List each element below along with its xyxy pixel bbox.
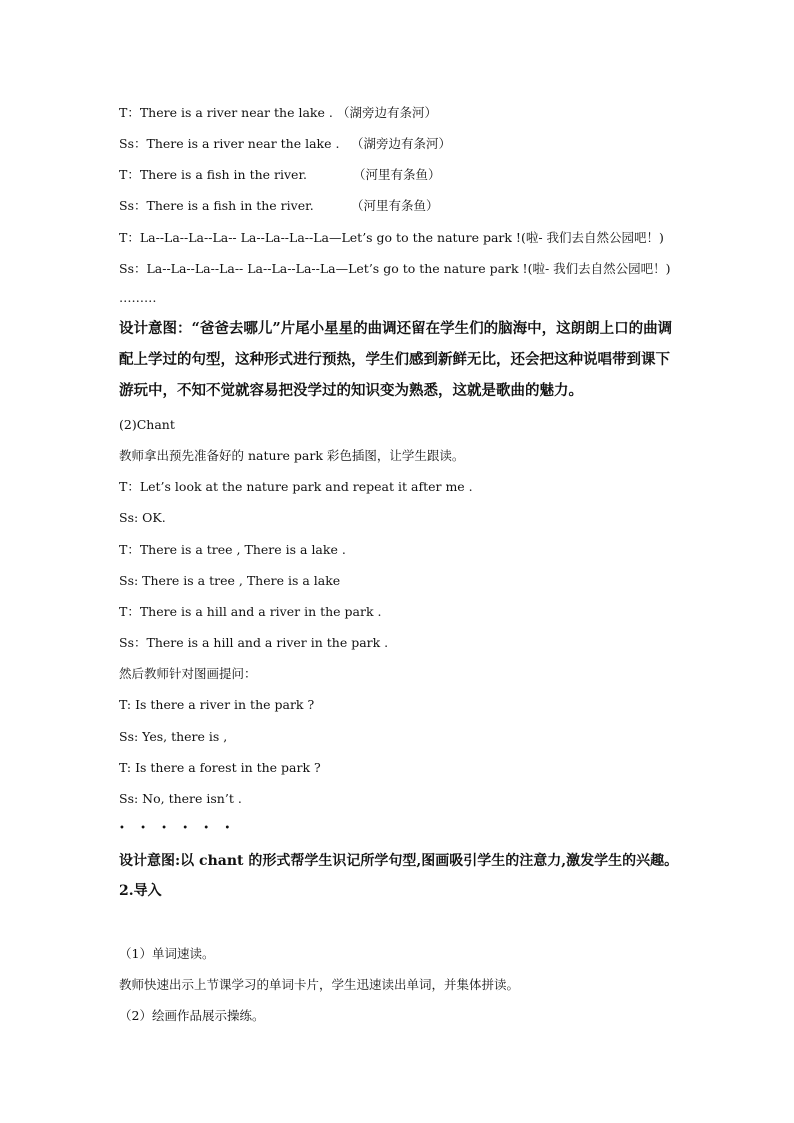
chant-intro: 教师拿出预先准备好的 nature park 彩色插图，让学生跟读。 xyxy=(119,448,465,463)
design-intent-2: 设计意图:以 chant 的形式帮学生识记所学句型,图画吸引学生的注意力,激发学生的兴趣。 xyxy=(119,853,679,869)
design-intent-paragraph: 设计意图：“爸爸去哪儿”片尾小星星的曲调还留在学生们的脑海中，这朗朗上口的曲调配上学过的句型，这种形式进行预热，学生们感到新鲜无比，还会把这种说唱带到课下游玩中，不知不觉就容易把没学过的知识变为熟悉，这就是歌曲的魅力。 xyxy=(119,320,673,399)
dialog-line: T：There is a river near the lake . （湖旁边有条河） xyxy=(119,105,438,120)
song-line-students: Ss：La--La--La--La-- La--La--La--La—Let’s go to the nature park !(啦- 我们去自然公园吧！) xyxy=(119,261,671,276)
dialog-line: Ss：There is a fish in the river. （河里有条鱼） xyxy=(119,198,439,213)
translation: （河里有条鱼） xyxy=(353,167,441,182)
question-intro: 然后教师针对图画提问： xyxy=(119,666,257,681)
dialog-line: T：There is a tree , There is a lake . xyxy=(119,542,346,557)
step-1-heading: （1）单词速读。 xyxy=(119,946,215,961)
song-line-teacher: T：La--La--La--La-- La--La--La--La—Let’s go to the nature park !(啦- 我们去自然公园吧！) xyxy=(119,230,664,245)
dialog-line: Ss：There is a hill and a river in the park . xyxy=(119,635,389,650)
dialog-line: T: Is there a forest in the park ? xyxy=(119,760,321,775)
section-heading-2: 2.导入 xyxy=(119,883,162,899)
section-heading-chant: (2)Chant xyxy=(119,417,175,432)
dialog-line: Ss: No, there isn’t . xyxy=(119,791,242,806)
ellipsis-dots: • • • • • • xyxy=(119,823,237,834)
step-1-description: 教师快速出示上节课学习的单词卡片，学生迅速读出单词，并集体拼读。 xyxy=(119,977,520,992)
ellipsis: ……… xyxy=(119,290,157,305)
dialog-line: Ss: There is a tree , There is a lake xyxy=(119,573,341,588)
dialog-line: T：Let’s look at the nature park and repeat it after me . xyxy=(119,479,473,494)
translation: （湖旁边有条河） xyxy=(337,105,438,120)
dialog-line: T：There is a fish in the river. （河里有条鱼） xyxy=(119,167,441,182)
dialog-line: Ss：There is a river near the lake . （湖旁边有条河） xyxy=(119,136,452,151)
translation: （河里有条鱼） xyxy=(351,198,439,213)
dialog-line: Ss: OK. xyxy=(119,510,166,525)
dialog-line: T：There is a hill and a river in the park . xyxy=(119,604,382,619)
step-2-heading: （2）绘画作品展示操练。 xyxy=(119,1008,265,1023)
dialog-line: Ss: Yes, there is , xyxy=(119,729,228,744)
translation: （湖旁边有条河） xyxy=(351,136,452,151)
dialog-line: T: Is there a river in the park ? xyxy=(119,697,315,712)
